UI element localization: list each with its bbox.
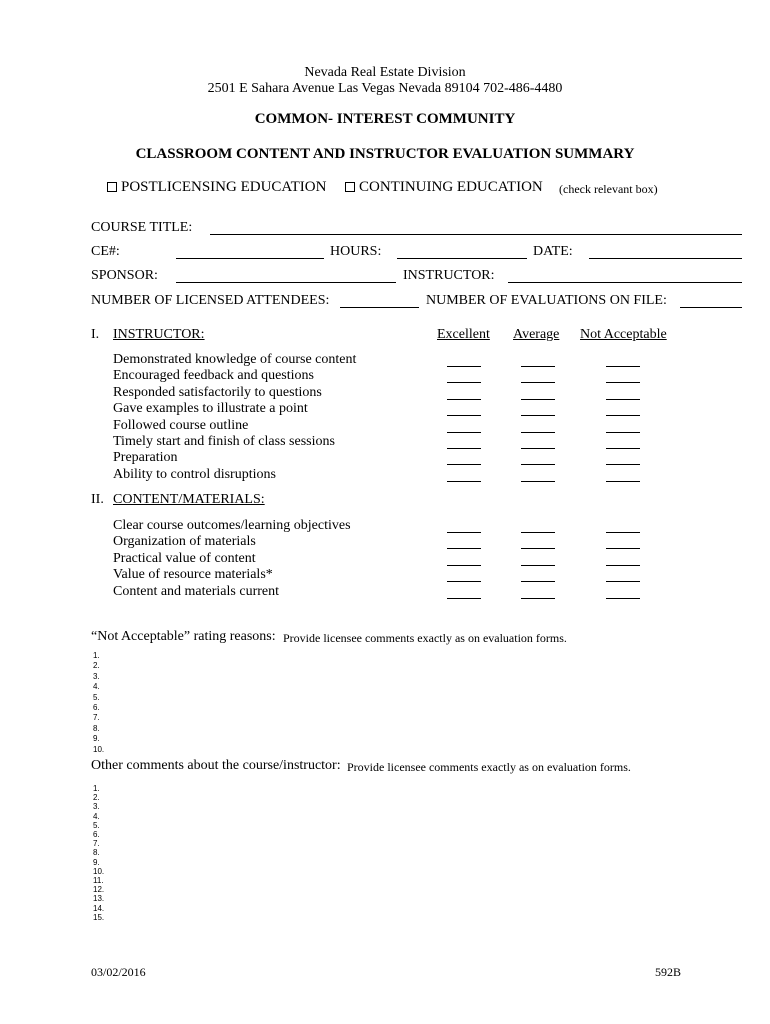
content-rating-not-acceptable-blank[interactable] (606, 598, 640, 599)
instructor-item-label: Responded satisfactorily to questions (113, 384, 322, 400)
instructor-rating-not-acceptable-blank[interactable] (606, 399, 640, 400)
comment-line-number: 4. (93, 811, 100, 821)
instructor-rating-excellent-blank[interactable] (447, 464, 481, 465)
check-note: (check relevant box) (559, 182, 658, 196)
hours-field[interactable] (397, 258, 527, 259)
instructor-rating-not-acceptable-blank[interactable] (606, 481, 640, 482)
instructor-item-label: Preparation (113, 450, 178, 466)
course-title-field[interactable] (210, 234, 742, 235)
postlicensing-option[interactable] (107, 179, 326, 196)
instructor-rating-average-blank[interactable] (521, 366, 555, 367)
content-item-label: Clear course outcomes/learning objectives (113, 518, 351, 533)
ce-label: CE#: (91, 244, 120, 259)
content-rating-excellent-blank[interactable] (447, 548, 481, 549)
content-rating-excellent-blank[interactable] (447, 581, 481, 582)
reason-line-number: 1. (93, 651, 100, 660)
section2-number: II. (91, 492, 104, 507)
form-title: COMMON- INTEREST COMMUNITY (254, 111, 516, 127)
comment-line-number: 6. (93, 830, 100, 839)
comment-line-number: 3. (93, 802, 100, 812)
content-item-label: Value of resource materials* (113, 567, 273, 583)
comments-label: Other comments about the course/instructor: (91, 758, 341, 773)
sponsor-field[interactable] (176, 282, 396, 283)
col-average: Average (513, 327, 560, 342)
instructor-item-label: Encouraged feedback and questions (113, 368, 314, 384)
section2-title: CONTENT/MATERIALS: (113, 492, 265, 507)
attendees-field[interactable] (340, 307, 419, 308)
course-title-label: COURSE TITLE: (91, 220, 193, 235)
comment-line-number: 11. (93, 876, 104, 885)
date-field[interactable] (589, 258, 742, 259)
instructor-item-label: Gave examples to illustrate a point (113, 401, 308, 417)
attendees-label: NUMBER OF LICENSED ATTENDEES: (91, 293, 330, 308)
reason-line-number: 8. (93, 723, 100, 733)
content-rating-not-acceptable-blank[interactable] (606, 532, 640, 533)
instructor-rating-not-acceptable-blank[interactable] (606, 366, 640, 367)
instructor-item-label: Ability to control disruptions (113, 466, 276, 482)
comment-line-number: 13. (93, 894, 105, 904)
comment-line-number: 14. (93, 903, 105, 913)
content-rating-average-blank[interactable] (521, 565, 555, 566)
content-rating-excellent-blank[interactable] (447, 598, 481, 599)
instructor-field[interactable] (508, 282, 742, 283)
content-item-label: Content and materials current (113, 583, 279, 599)
reason-line-number: 2. (93, 661, 100, 671)
comment-line-number: 2. (93, 793, 100, 803)
instructor-rating-not-acceptable-blank[interactable] (606, 448, 640, 449)
instructor-item-label: Followed course outline (113, 417, 249, 433)
instructor-rating-not-acceptable-blank[interactable] (606, 464, 640, 465)
reason-line-number: 9. (93, 734, 100, 744)
comment-line-number: 7. (93, 839, 100, 849)
footer-date: 03/02/2016 (91, 965, 146, 979)
instructor-rating-excellent-blank[interactable] (447, 432, 481, 433)
comment-line-number: 5. (93, 820, 100, 830)
reasons-label: “Not Acceptable” rating reasons: (91, 629, 276, 644)
evaluations-field[interactable] (680, 307, 742, 308)
content-rating-not-acceptable-blank[interactable] (606, 565, 640, 566)
content-rating-average-blank[interactable] (521, 548, 555, 549)
continuing-checkbox[interactable] (345, 182, 355, 192)
instructor-rating-excellent-blank[interactable] (447, 448, 481, 449)
instructor-label: INSTRUCTOR: (403, 268, 495, 283)
reason-line-number: 10. (93, 744, 105, 754)
content-rating-average-blank[interactable] (521, 532, 555, 533)
continuing-option[interactable] (345, 179, 543, 196)
footer-form-number: 592B (655, 965, 682, 979)
instructor-rating-average-blank[interactable] (521, 448, 555, 449)
instructor-rating-not-acceptable-blank[interactable] (606, 382, 640, 383)
hours-label: HOURS: (330, 244, 382, 259)
instructor-rating-average-blank[interactable] (521, 382, 555, 383)
comments-instruction: Provide licensee comments exactly as on evaluation forms. (347, 760, 631, 774)
agency-address: 2501 E Sahara Avenue Las Vegas Nevada 89104 702-486-4480 (207, 81, 563, 96)
instructor-rating-excellent-blank[interactable] (447, 382, 481, 383)
instructor-item-label: Demonstrated knowledge of course content (113, 352, 357, 367)
instructor-rating-average-blank[interactable] (521, 464, 555, 465)
agency-name: Nevada Real Estate Division (304, 65, 466, 80)
instructor-rating-average-blank[interactable] (521, 432, 555, 433)
comment-line-number: 12. (93, 885, 105, 895)
content-rating-not-acceptable-blank[interactable] (606, 581, 640, 582)
postlicensing-label: POSTLICENSING EDUCATION (121, 179, 327, 195)
content-rating-excellent-blank[interactable] (447, 532, 481, 533)
instructor-rating-not-acceptable-blank[interactable] (606, 432, 640, 433)
evaluations-label: NUMBER OF EVALUATIONS ON FILE: (426, 293, 667, 308)
reasons-instruction: Provide licensee comments exactly as on evaluation forms. (283, 631, 567, 645)
col-not-acceptable: Not Acceptable (580, 327, 667, 342)
comment-line-number: 15. (93, 912, 105, 922)
form-subtitle: CLASSROOM CONTENT AND INSTRUCTOR EVALUATION SUMMARY (135, 146, 635, 162)
comment-line-number: 9. (93, 857, 100, 867)
reason-line-number: 7. (93, 713, 100, 723)
ce-field[interactable] (176, 258, 324, 259)
instructor-item-label: Timely start and finish of class sessions (113, 434, 335, 449)
col-excellent: Excellent (437, 327, 490, 342)
instructor-rating-excellent-blank[interactable] (447, 481, 481, 482)
postlicensing-checkbox[interactable] (107, 182, 117, 192)
section1-title: INSTRUCTOR: (113, 327, 205, 342)
instructor-rating-average-blank[interactable] (521, 399, 555, 400)
date-label: DATE: (533, 244, 573, 259)
instructor-rating-average-blank[interactable] (521, 415, 555, 416)
instructor-rating-excellent-blank[interactable] (447, 415, 481, 416)
instructor-rating-average-blank[interactable] (521, 481, 555, 482)
reason-line-number: 6. (93, 703, 100, 712)
content-rating-average-blank[interactable] (521, 598, 555, 599)
sponsor-label: SPONSOR: (91, 268, 158, 283)
reason-line-number: 5. (93, 692, 100, 702)
comment-line-number: 1. (93, 784, 100, 793)
reason-line-number: 3. (93, 671, 100, 681)
instructor-rating-excellent-blank[interactable] (447, 366, 481, 367)
comment-line-number: 8. (93, 848, 100, 858)
content-rating-excellent-blank[interactable] (447, 565, 481, 566)
section1-number: I. (91, 327, 100, 342)
reason-line-number: 4. (93, 682, 100, 692)
instructor-rating-not-acceptable-blank[interactable] (606, 415, 640, 416)
continuing-label: CONTINUING EDUCATION (359, 179, 543, 195)
comment-line-number: 10. (93, 866, 105, 876)
content-item-label: Practical value of content (113, 550, 256, 566)
content-rating-average-blank[interactable] (521, 581, 555, 582)
content-item-label: Organization of materials (113, 534, 256, 550)
content-rating-not-acceptable-blank[interactable] (606, 548, 640, 549)
instructor-rating-excellent-blank[interactable] (447, 399, 481, 400)
